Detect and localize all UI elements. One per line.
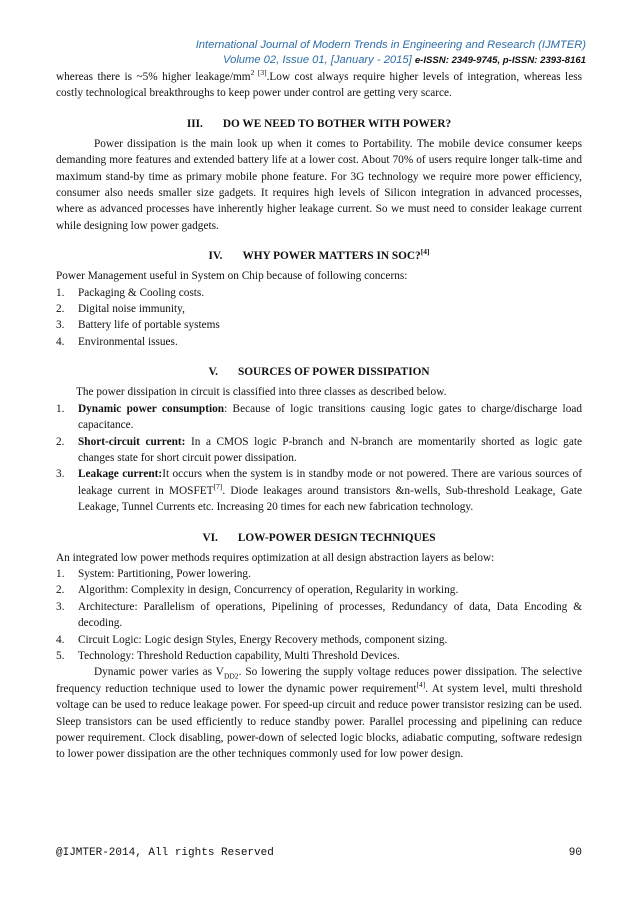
list-item	[56, 648, 582, 664]
list-item	[56, 466, 582, 515]
list-text: Digital noise immunity,	[78, 303, 185, 316]
list-text: : Because of logic transitions causing logic gates to charge/discharge load capacitance.	[78, 402, 583, 432]
list-text: . Diode leakages around transistors &n-wells, Sub-threshold Leakage, Gate Leakage, Tunnel Currents etc. Increasing 20 times for each new fabrication technology.	[78, 484, 582, 514]
list-term: Short-circuit current:	[78, 435, 186, 448]
section-4-list	[56, 285, 582, 351]
list-number: 4.	[56, 633, 65, 646]
list-term: Leakage current:	[78, 468, 163, 481]
section-5-list	[56, 401, 582, 516]
list-text: Architecture: Parallelism of operations, Pipelining of processes, Redundancy of data, Data Encoding & decoding.	[78, 600, 582, 630]
journal-header	[196, 38, 586, 68]
page-footer	[56, 847, 582, 859]
list-number: 1.	[56, 567, 65, 580]
list-item	[56, 401, 582, 434]
list-item	[56, 632, 582, 648]
copyright-notice: @IJMTER-2014, All rights Reserved	[56, 847, 274, 859]
section-heading-4	[56, 248, 582, 264]
section-number: V.	[208, 366, 218, 379]
body-text: . So lowering the supply voltage reduces power dissipation. The selective frequency reduction technique used to lower the dynamic power requirement	[56, 666, 582, 695]
list-number: 2.	[56, 435, 65, 448]
list-number: 3.	[56, 319, 65, 332]
section-number: III.	[186, 117, 203, 130]
list-item	[56, 301, 582, 317]
list-term: Dynamic power consumption	[78, 402, 225, 415]
journal-title: International Journal of Modern Trends in Engineering and Research (IJMTER)	[195, 39, 586, 51]
section-3-body: Power dissipation is the main look up when it comes to Portability. The mobile device consumer keeps demanding more features and extended battery life at a lower cost. About 70% of users require longer talk-time and maximum stand-by time as primary mobile phone feature. For 3G technology we require more power efficiency, consumer also needs smaller size gadgets. It requires high levels of Silicon integration in advanced processes, where as advanced processes have inherently higher leakage current. So we must need to consider leakage current while designing low power gadgets.	[56, 137, 582, 232]
subscript: DD2	[223, 671, 239, 681]
section-6-body	[56, 664, 582, 762]
list-number: 1.	[56, 286, 65, 299]
page-body	[56, 69, 582, 763]
list-text: Packaging & Cooling costs.	[78, 286, 205, 299]
list-text: It occurs when the system is in standby mode or not powered. There are various sources of leakage current in MOSFET	[78, 468, 582, 497]
list-number: 4.	[56, 335, 65, 348]
section-number: VI.	[202, 531, 218, 544]
citation-ref: [7]	[213, 481, 223, 491]
list-item	[56, 334, 582, 350]
section-title: SOURCES OF POWER DISSIPATION	[237, 366, 430, 379]
list-number: 2.	[56, 303, 65, 316]
citation-ref: [4]	[420, 247, 430, 257]
list-text: Technology: Threshold Reduction capability, Multi Threshold Devices.	[78, 649, 400, 662]
section-4-intro: Power Management useful in System on Chip because of following concerns:	[56, 270, 408, 283]
intro-superscript: 2 [3]	[250, 68, 267, 78]
section-6-intro: An integrated low power methods requires optimization at all design abstraction layers as below:	[56, 551, 495, 564]
list-text: System: Partitioning, Power lowering.	[78, 567, 251, 580]
list-number: 1.	[56, 402, 65, 415]
intro-text-2: .Low cost always require higher levels of integration, whereas less costly technological breakthroughs to keep power under control are getting very scarce.	[56, 71, 582, 100]
journal-issn: e-ISSN: 2349-9745, p-ISSN: 2393-8161	[414, 55, 586, 66]
section-heading-3	[56, 116, 582, 132]
list-item	[56, 285, 582, 301]
section-title: DO WE NEED TO BOTHER WITH POWER?	[222, 117, 452, 130]
list-item	[56, 317, 582, 333]
section-heading-6	[56, 530, 582, 546]
intro-paragraph	[56, 69, 582, 102]
intro-text-1: whereas there is ~5% higher leakage/mm	[56, 71, 251, 83]
section-number: IV.	[208, 250, 223, 263]
body-text: . At system level, multi threshold voltage can be used to reduce leakage power. For speed-up circuit and reduce power transistor resizing can be used. Sleep transistors can be used efficiently to reduce standby power. Parallel processing and pipelining can reduce power requirement. Clock disabling, power-down of selected logic blocks, adiabatic computing, software redesign to lower power dissipation are the other techniques commonly used for low power design.	[56, 682, 582, 761]
list-number: 3.	[56, 468, 65, 481]
citation-ref: [4]	[416, 680, 426, 690]
list-number: 3.	[56, 600, 65, 613]
section-heading-5	[56, 364, 582, 380]
list-item	[56, 566, 582, 582]
list-text: Algorithm: Complexity in design, Concurrency of operation, Regularity in working.	[78, 584, 459, 597]
section-title: LOW-POWER DESIGN TECHNIQUES	[237, 531, 436, 544]
list-item	[56, 434, 582, 467]
list-text: In a CMOS logic P-branch and N-branch are momentarily shorted as logic gate changes state for short circuit power dissipation.	[78, 435, 582, 464]
section-5-intro: The power dissipation in circuit is classified into three classes as described below.	[76, 386, 447, 399]
list-number: 5.	[56, 649, 65, 662]
body-text: Dynamic power varies as V	[94, 666, 224, 679]
list-text: Battery life of portable systems	[78, 319, 220, 332]
journal-volume: Volume 02, Issue 01, [January - 2015]	[223, 54, 412, 66]
list-item	[56, 582, 582, 598]
page-number: 90	[568, 847, 582, 859]
journal-volume-line	[196, 53, 586, 68]
list-text: Environmental issues.	[78, 335, 178, 348]
list-text: Circuit Logic: Logic design Styles, Energy Recovery methods, component sizing.	[78, 633, 448, 646]
list-item	[56, 599, 582, 632]
section-6-list	[56, 566, 582, 664]
section-title: WHY POWER MATTERS IN SOC?	[242, 250, 421, 263]
list-number: 2.	[56, 584, 65, 597]
